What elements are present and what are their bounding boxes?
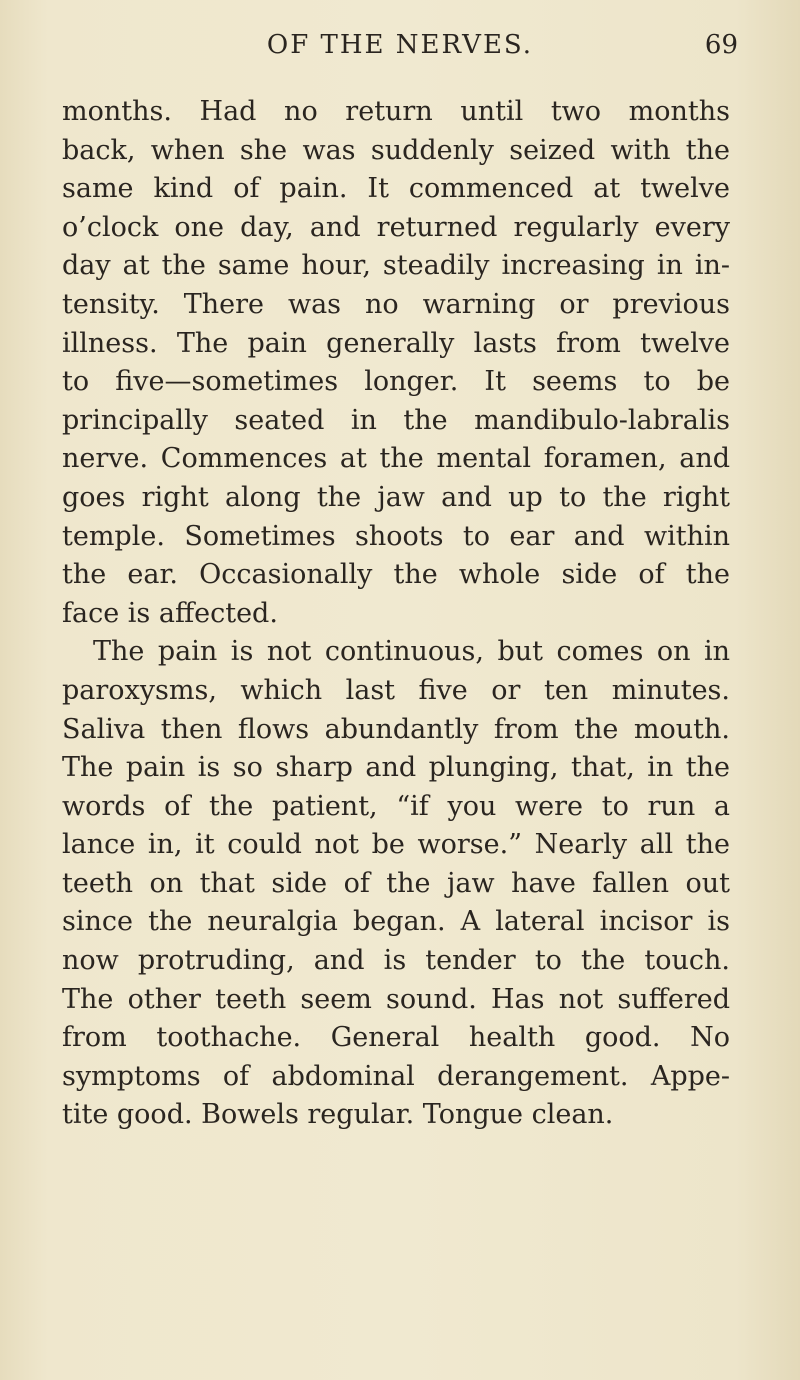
running-title: OF THE NERVES. <box>266 30 534 60</box>
text-line: months. Had no return until two months <box>62 96 730 127</box>
text-line: now protruding, and is tender to the touch. <box>62 945 730 977</box>
text-line: the ear. Occasionally the whole side of the <box>62 559 730 591</box>
text-line: same kind of pain. It commenced at twelve <box>62 173 730 205</box>
text-line: since the neuralgia began. A lateral incisor is <box>62 906 730 938</box>
text-line: to five—sometimes longer. It seems to be <box>62 366 730 398</box>
text-line: The pain is not continuous, but comes on in <box>93 636 730 668</box>
text-line: lance in, it could not be worse.” Nearly all the <box>62 829 730 861</box>
page-number: 69 <box>704 30 738 60</box>
text-line: tite good. Bowels regular. Tongue clean. <box>62 1099 614 1131</box>
text-line: o’clock one day, and returned regularly every <box>62 211 730 243</box>
text-line: from toothache. General health good. No <box>62 1022 730 1054</box>
text-line: principally seated in the mandibulo-labralis <box>62 404 730 436</box>
text-line: face is affected. <box>62 597 278 629</box>
text-line: teeth on that side of the jaw have fallen out <box>62 867 730 899</box>
text-line: symptoms of abdominal derangement. Appe- <box>62 1060 730 1092</box>
text-line: nerve. Commences at the mental foramen, and <box>62 443 730 475</box>
text-line: day at the same hour, steadily increasing in in- <box>62 250 730 282</box>
text-line: back, when she was suddenly seized with the <box>62 134 730 166</box>
text-line: illness. The pain generally lasts from twelve <box>62 327 730 359</box>
text-line: tensity. There was no warning or previous <box>62 288 730 320</box>
text-line: temple. Sometimes shoots to ear and within <box>62 520 730 552</box>
text-line: The other teeth seem sound. Has not suffered <box>62 983 730 1015</box>
text-line: The pain is so sharp and plunging, that, in the <box>62 752 730 784</box>
text-line: words of the patient, “if you were to run a <box>62 790 730 822</box>
text-line: paroxysms, which last five or ten minutes. <box>62 674 730 706</box>
running-head <box>0 30 800 64</box>
body-text <box>62 93 730 1135</box>
text-line: goes right along the jaw and up to the right <box>62 481 730 513</box>
text-line: Saliva then flows abundantly from the mouth. <box>62 713 730 745</box>
